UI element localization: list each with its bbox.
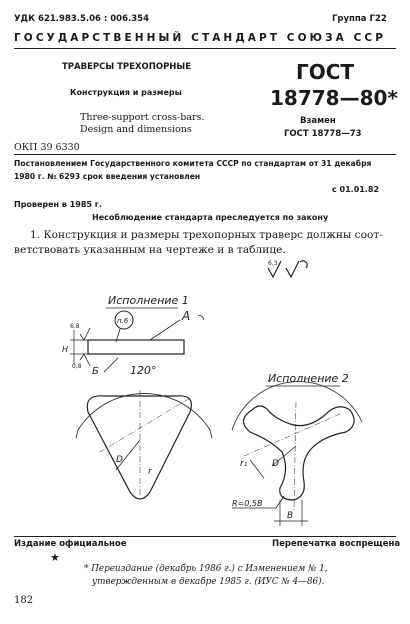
replaces-label: Взамен bbox=[300, 116, 336, 126]
gost-number: 18778—80* bbox=[270, 86, 398, 110]
dim-h: H bbox=[62, 345, 69, 354]
group-code: Группа Г22 bbox=[332, 14, 387, 24]
section-b-label: Б bbox=[92, 366, 99, 377]
dim-d-1: D bbox=[116, 455, 123, 465]
checked-year: Проверен в 1985 г. bbox=[14, 200, 102, 209]
angle-label: 120° bbox=[130, 364, 157, 377]
edition-note: Издание официальное bbox=[14, 539, 127, 549]
title-en-line1: Three-support cross-bars. bbox=[80, 112, 205, 123]
paragraph-1-line2: ветствовать указанным на чертеже и в таблице. bbox=[14, 244, 286, 256]
footer-rule bbox=[14, 536, 396, 537]
star-icon: ★ bbox=[50, 551, 60, 564]
view-a-label: А bbox=[182, 309, 191, 323]
title-ru: ТРАВЕРСЫ ТРЕХОПОРНЫЕ bbox=[62, 62, 192, 72]
three-lobe-plate bbox=[243, 406, 354, 500]
radius-label: R=0,5B bbox=[232, 499, 263, 508]
okp-code: ОКП 39 6330 bbox=[14, 142, 80, 153]
gost-label: ГОСТ bbox=[296, 60, 355, 84]
roughness-value-2: 0,8 bbox=[72, 363, 82, 370]
dim-r: r bbox=[148, 467, 152, 477]
variant2-label: Исполнение 2 bbox=[268, 372, 349, 385]
page-number: 182 bbox=[14, 595, 34, 606]
standard-banner: ГОСУДАРСТВЕННЫЙ СТАНДАРТ СОЮЗА ССР bbox=[14, 32, 387, 44]
penalty-notice: Несоблюдение стандарта преследуется по закону bbox=[92, 213, 329, 222]
decree-date: с 01.01.82 bbox=[332, 185, 380, 194]
bar-side-view bbox=[88, 340, 184, 354]
roughness-value-1: 6,8 bbox=[70, 323, 80, 330]
reprint-note: Перепечатка воспрещена bbox=[272, 539, 401, 549]
roughness-value-3: 6,3 bbox=[268, 260, 278, 267]
decree-line1: Постановлением Государственного комитета СССР по стандартам от 31 декабря bbox=[14, 159, 372, 168]
decree-line2: 1980 г. № 6293 срок введения установлен bbox=[14, 172, 201, 181]
weld-label: п.6 bbox=[117, 317, 129, 325]
udk-code: УДК 621.983.5.06 : 006.354 bbox=[14, 14, 149, 24]
triangle-plate bbox=[87, 396, 191, 499]
dim-d-2: D bbox=[272, 459, 279, 469]
dim-b: B bbox=[287, 511, 294, 521]
dim-r1: r₁ bbox=[240, 459, 248, 469]
variant1-label: Исполнение 1 bbox=[108, 294, 189, 307]
footnote-line2: утвержденным в декабре 1985 г. (ИУС № 4—86). bbox=[92, 577, 325, 587]
replaces-gost: ГОСТ 18778—73 bbox=[284, 129, 362, 139]
subtitle-ru: Конструкция и размеры bbox=[70, 88, 182, 97]
paragraph-1-line1: 1. Конструкция и размеры трехопорных траверс должны соот- bbox=[30, 229, 383, 241]
footnote-line1: * Переиздание (декабрь 1986 г.) с Изменением № 1, bbox=[84, 564, 328, 574]
title-en-line2: Design and dimensions bbox=[80, 124, 192, 135]
